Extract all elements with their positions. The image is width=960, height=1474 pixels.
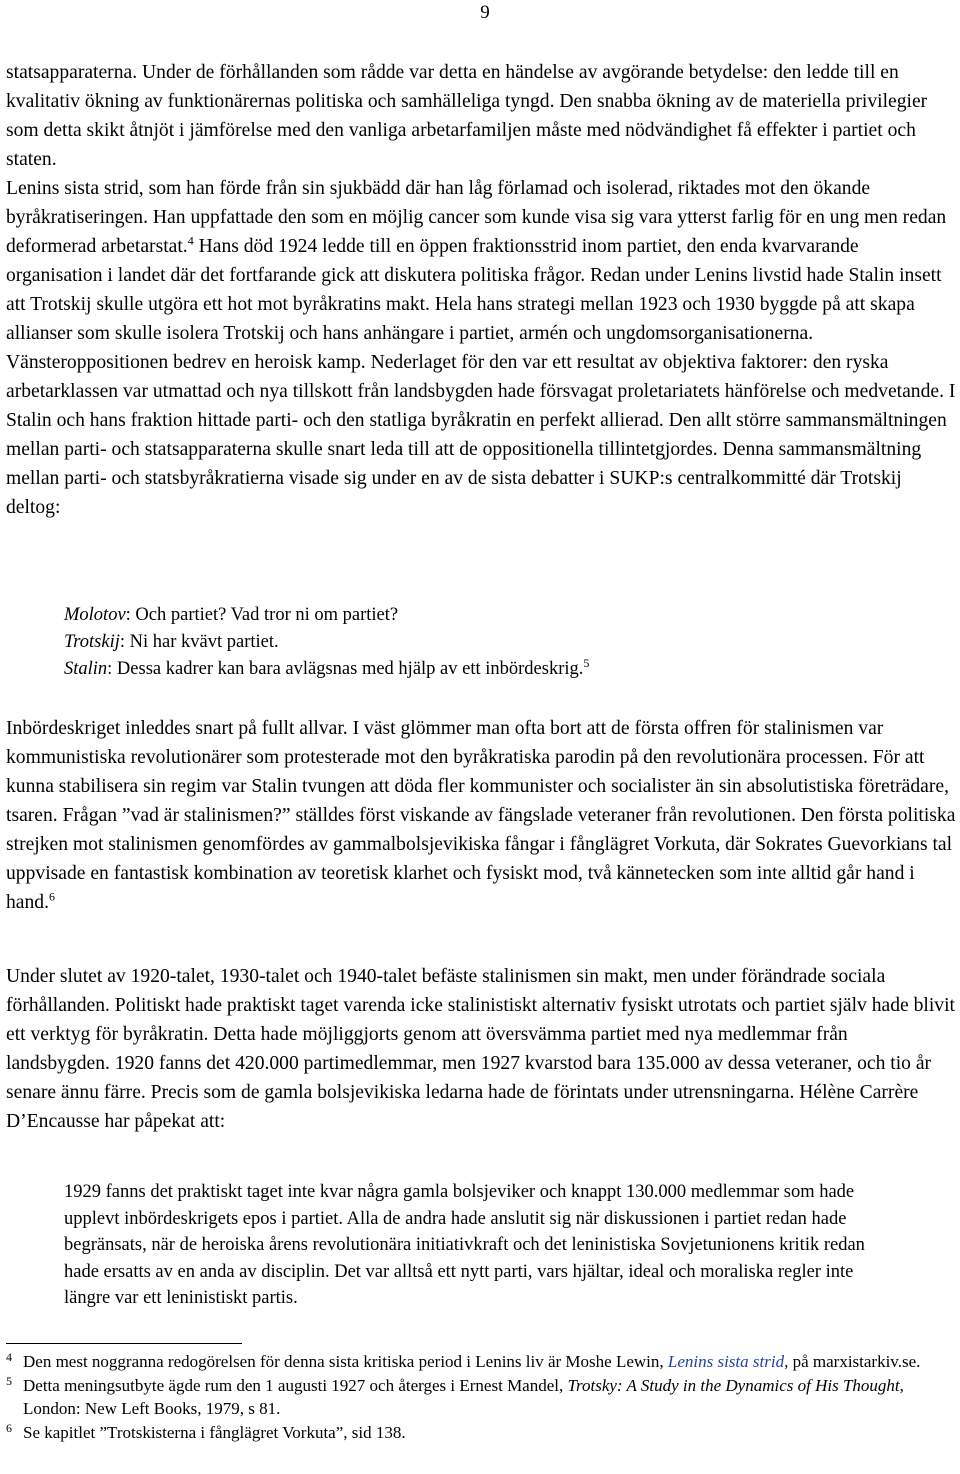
footnote-ref-5[interactable]: 5 — [583, 655, 590, 670]
paragraph-3 — [6, 714, 956, 917]
footnote-number: 6 — [6, 1420, 12, 1435]
footnotes — [6, 1350, 952, 1444]
footnote-text-after: , på marxistarkiv.se. — [784, 1352, 921, 1371]
dialogue-text: : Och partiet? Vad tror ni om partiet? — [125, 605, 399, 625]
footnote-text: Se kapitlet ”Trotskisterna i fånglägret Vorkuta”, sid 138. — [23, 1422, 406, 1442]
block-quote: 1929 fanns det praktiskt taget inte kvar några gamla bolsjeviker och knappt 130.000 medlemmar som hade upplevt inbördeskrigets epos i partiet. Alla de andra hade anslutit sig när diskussionen i partiet redan hade begränsats, när de heroiska årens revolutionära initiativkraft och det leninistiska Sovjetunionens kritik redan hade ersatts av en anda av disciplin. Det var alltså ett nytt parti, vars hjältar, ideal och moraliska regler inte längre var ett leninistiskt partis. — [64, 1182, 865, 1309]
footnote-ref-4[interactable]: 4 — [187, 233, 194, 248]
dialogue-line — [64, 656, 944, 683]
dialogue-speaker: Trotskij — [64, 632, 120, 652]
paragraph-4: Under slutet av 1920-talet, 1930-talet och 1940-talet befäste stalinismen sin makt, men under förändrade sociala förhållanden. Politiskt hade praktiskt taget varenda icke stalinistiskt alternativ fysiskt utrotats och partiet själv hade blivit ett verktyg för byråkratin. Detta hade möjliggjorts genom att översvämma partiet med nya medlemmar från landsbygden. 1920 fanns det 420.000 partimedlemmar, men 1927 kvarstod bara 135.000 av dessa veteraner, och tio år senare ännu färre. Precis som de gamla bolsjevikiska ledarna hade de förintats under utrensningarna. Hélène Carrère D’Encausse har påpekat att: — [6, 966, 955, 1132]
dialogue-line — [64, 629, 944, 656]
footnote-divider — [6, 1343, 242, 1344]
footnote-text: Detta meningsutbyte ägde rum den 1 augusti 1927 och återges i Ernest Mandel, — [23, 1375, 568, 1395]
footnote-text-after: , London: New Left Books, 1979, s 81. — [23, 1375, 904, 1418]
paragraph-1 — [6, 58, 956, 522]
footnote-5 — [6, 1374, 952, 1421]
footnote-book-title: Trotsky: A Study in the Dynamics of His Thought — [567, 1375, 900, 1395]
dialogue-quote — [64, 602, 944, 683]
footnote-number: 5 — [6, 1373, 12, 1388]
dialogue-line — [64, 602, 944, 629]
paragraph-1-text-c: Hans död 1924 ledde till en öppen fraktionsstrid inom partiet, den enda kvarvarande organisation i landet där det fortfarande gick att diskutera politiska frågor. Redan under Lenins livstid hade Stalin insett att Trotskij skulle utgöra ett hot mot byråkratins makt. Hela hans strategi mellan 1923 och 1930 byggde på att skapa allianser som skulle isolera Trotskij och hans anhängare i partiet, armén och ungdomsorganisationerna. Vänsteroppositionen bedrev en heroisk kamp. Nederlaget för den var ett resultat av objektiva faktorer: den ryska arbetarklassen var utmattad och nya tillskott från landsbygden hade försvagat proletariatets hänförelse och medvetande. I Stalin och hans fraktion hittade parti- och den statliga byråkratin en perfekt allierad. Den allt större sammansmältningen mellan parti- och statsapparaterna skulle snart leda till att de oppositionella tillintetgjordes. Denna sammansmältning mellan parti- och statsbyråkratierna visade sig under en av de sista debatter i SUKP:s centralkommitté där Trotskij deltog: — [6, 236, 956, 518]
footnote-number: 4 — [6, 1350, 12, 1364]
paragraph-1-text-b: Lenins sista strid, som han förde från sin sjukbädd där han låg förlamad och isolerad, riktades mot den ökande byråkratiseringen. Han uppfattade den som en möjlig cancer som kunde visa sig vara ytterst farlig för en ung men redan deformerad arbetarstat. — [6, 178, 947, 257]
page-number: 9 — [480, 2, 490, 23]
dialogue-text: : Ni har kvävt partiet. — [119, 632, 279, 652]
footnote-link[interactable]: Lenins sista strid — [667, 1352, 785, 1371]
dialogue-speaker: Stalin — [64, 659, 108, 679]
footnote-ref-6[interactable]: 6 — [49, 889, 55, 904]
paragraph-1-text-a: statsapparaterna. Under de förhållanden som rådde var detta en händelse av avgörande betydelse: den ledde till en kvalitativ ökning av funktionärernas politiska och samhälleliga tyngd. Den snabba ökning av de materiella privilegier som detta skikt åtnjöt i jämförelse med den vanliga arbetarfamiljen måste med nödvändighet få effekter i partiet och staten. — [6, 62, 928, 170]
dialogue-speaker: Molotov — [64, 605, 126, 625]
paragraph-3-text: Inbördeskriget inleddes snart på fullt allvar. I väst glömmer man ofta bort att de första offren för stalinismen var kommunistiska revolutionärer som protesterade mot den byråkratiska parodin på den revolutionära processen. För att kunna stabilisera sin regim var Stalin tvungen att döda fler kommunister och socialister än sin absolutistiska företrädare, tsaren. Frågan ”vad är stalinismen?” ställdes först viskande av fängslade veteraner från revolutionen. Den första politiska strejken mot stalinismen genomfördes av gammalbolsjevikiska fångar i fånglägret Vorkuta, där Sokrates Guevorkians tal uppvisade en fantastisk kombination av teoretisk klarhet och fysiskt mod, två kännetecken som inte alltid går hand i hand. — [6, 718, 956, 913]
dialogue-text: : Dessa kadrer kan bara avlägsnas med hjälp av ett inbördeskrig. — [107, 659, 584, 679]
footnote-text: Den mest noggranna redogörelsen för denna sista kritiska period i Lenins liv är Moshe Lewin, — [23, 1352, 668, 1371]
footnote-6 — [6, 1421, 952, 1445]
footnote-4 — [6, 1350, 952, 1374]
